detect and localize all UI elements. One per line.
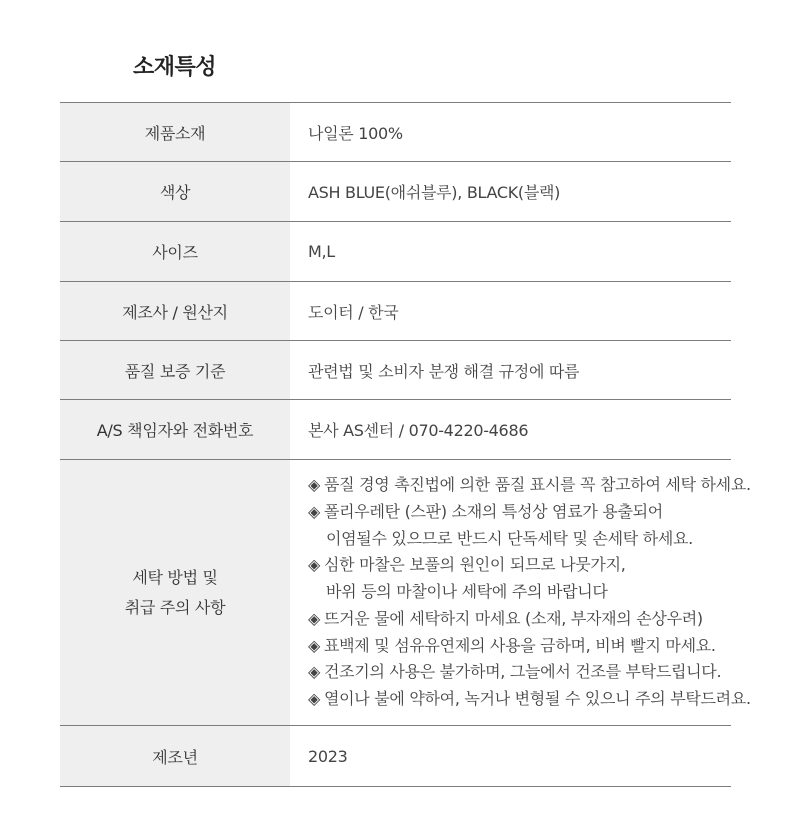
diamond-bullet-icon: ◈ — [308, 688, 321, 708]
diamond-bullet-icon: ◈ — [308, 662, 321, 682]
list-item: ◈ 심한 마찰은 보풀의 원인이 되므로 나뭇가지, — [308, 552, 731, 579]
row-value-year: 2023 — [308, 746, 348, 766]
list-item: ◈ 표백제 및 섬유유연제의 사용을 금하며, 비벼 빨지 마세요. — [308, 633, 731, 660]
row-value-color: ASH BLUE(애쉬블루), BLACK(블랙) — [308, 183, 561, 202]
row-value-care — [290, 460, 751, 726]
row-value-manufacturer: 도이터 / 한국 — [308, 302, 399, 322]
table-row — [60, 222, 731, 282]
row-label-color: 색상 — [60, 162, 290, 222]
diamond-bullet-icon: ◈ — [308, 555, 321, 575]
table-row — [60, 103, 731, 162]
diamond-bullet-icon: ◈ — [308, 608, 321, 628]
row-label-warranty: 품질 보증 기준 — [60, 341, 290, 400]
row-value-warranty: 관련법 및 소비자 분쟁 해결 규정에 따름 — [308, 361, 580, 381]
row-label-manufacturer: 제조사 / 원산지 — [60, 282, 290, 341]
care-label-line2: 취급 주의 사항 — [124, 597, 226, 617]
row-label-as-contact: A/S 책임자와 전화번호 — [60, 400, 290, 460]
diamond-bullet-icon: ◈ — [308, 635, 321, 655]
care-label-line1: 세탁 방법 및 — [132, 567, 218, 587]
diamond-bullet-icon: ◈ — [308, 475, 321, 495]
table-row — [60, 726, 731, 787]
table-row — [60, 400, 731, 460]
list-item: ◈ 뜨거운 물에 세탁하지 마세요 (소재, 부자재의 손상우려) — [308, 606, 731, 633]
row-label-size: 사이즈 — [60, 222, 290, 282]
row-label-material: 제품소재 — [60, 103, 290, 162]
spec-table — [60, 102, 751, 787]
list-item: ◈ 폴리우레탄 (스판) 소재의 특성상 염료가 용출되어 — [308, 499, 731, 526]
list-item-continuation: 바위 등의 마찰이나 세탁에 주의 바랍니다 — [326, 582, 608, 602]
section-title: 소재특성 — [133, 55, 217, 80]
list-item: ◈ 건조기의 사용은 불가하며, 그늘에서 건조를 부탁드립니다. — [308, 659, 731, 686]
table-row — [60, 282, 731, 341]
table-row — [60, 341, 731, 400]
diamond-bullet-icon: ◈ — [308, 502, 321, 522]
list-item: ◈ 열이나 불에 약하여, 녹거나 변형될 수 있으니 주의 부탁드려요. — [308, 686, 731, 713]
table-row — [60, 460, 731, 726]
table-row — [60, 162, 731, 222]
list-item: ◈ 품질 경영 촉진법에 의한 품질 표시를 꼭 참고하여 세탁 하세요. — [308, 472, 731, 499]
list-item-continuation: 이염될수 있으므로 반드시 단독세탁 및 손세탁 하세요. — [326, 528, 693, 548]
row-value-material: 나일론 100% — [308, 123, 403, 143]
row-value-as-contact: 본사 AS센터 / 070-4220-4686 — [308, 421, 529, 440]
row-label-year: 제조년 — [60, 726, 290, 787]
row-value-size: M,L — [308, 242, 335, 261]
row-label-care — [60, 460, 290, 726]
